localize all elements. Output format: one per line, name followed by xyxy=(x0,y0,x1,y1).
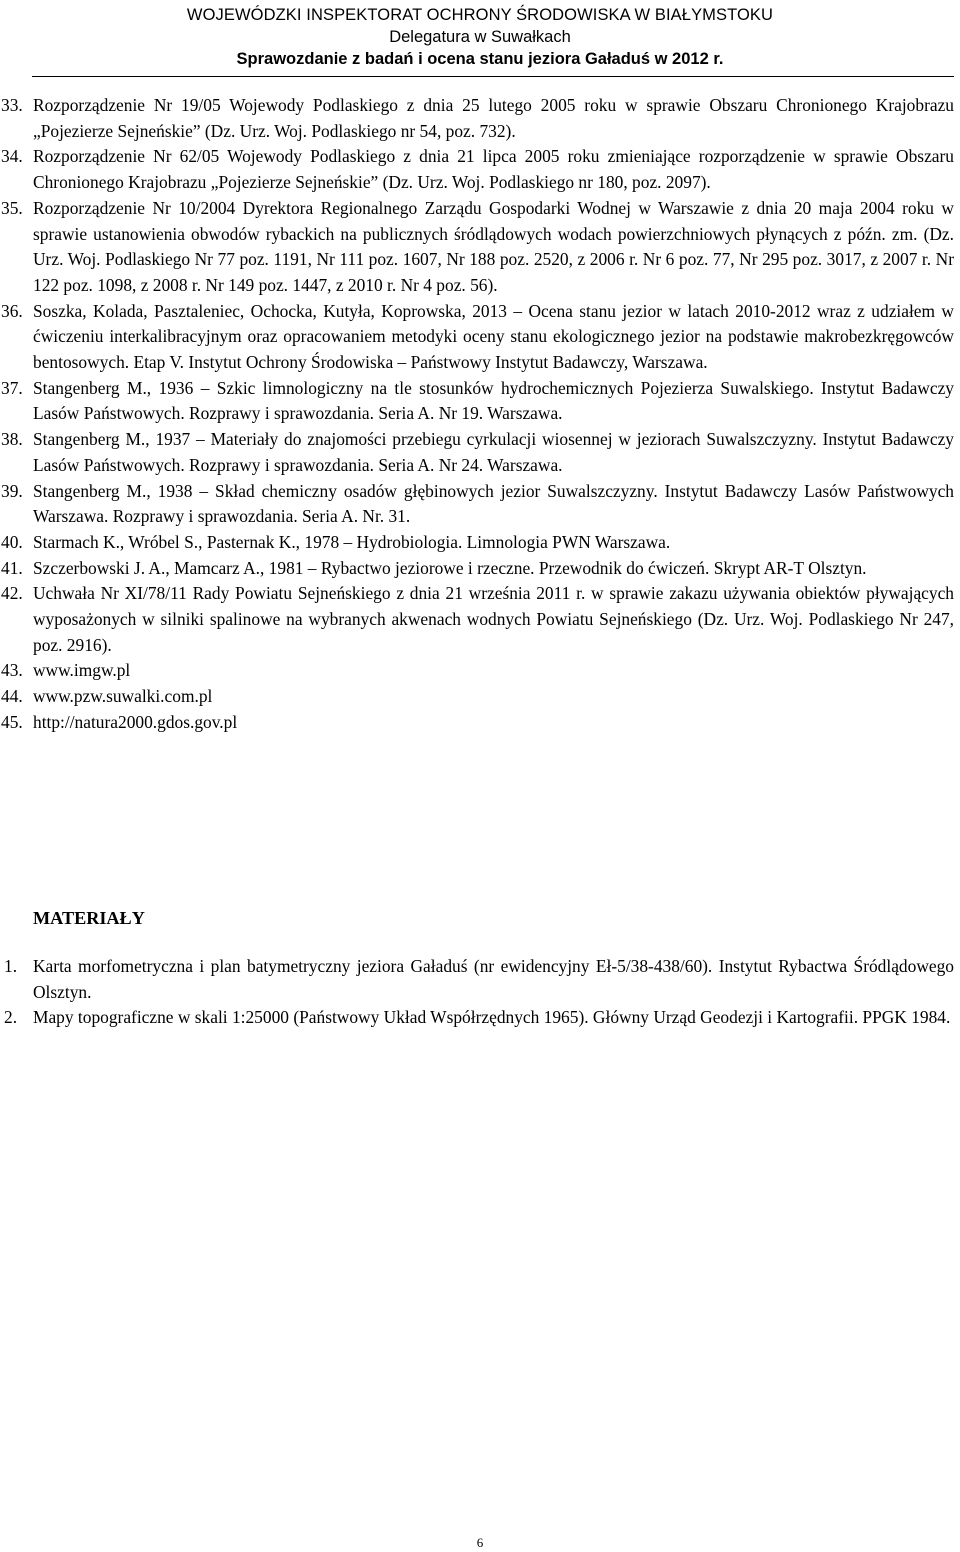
header-branch: Delegatura w Suwałkach xyxy=(389,28,571,46)
references-list xyxy=(0,93,960,736)
reference-item xyxy=(0,658,960,684)
material-text: Mapy topograficzne w skali 1:25000 (Państwowy Układ Współrzędnych 1965). Główny Urząd Geodezji i Kartografii. PPGK 1984. xyxy=(33,1007,951,1028)
reference-text: Stangenberg M., 1936 – Szkic limnologiczny na tle stosunków hydrochemicznych Pojezierza Suwalskiego. Instytut Badawczy Lasów Państwowych. Rozprawy i sprawozdania. Seria A. Nr 19. Warszawa. xyxy=(33,377,954,424)
reference-text: Rozporządzenie Nr 10/2004 Dyrektora Regionalnego Zarządu Gospodarki Wodnej w Warszawie z dnia 20 maja 2004 roku w sprawie ustanowienia obwodów rybackich na publicznych śródlądowych wodach powierzchniowych płynących z późn. zm. (Dz. Urz. Woj. Podlaskiego Nr 77 poz. 1191, Nr 111 poz. 1607, Nr 188 poz. 2520, z 2006 r. Nr 6 poz. 77, Nr 295 poz. 3017, z 2007 r. Nr 122 poz. 1098, z 2008 r. Nr 149 poz. 1447, z 2010 r. Nr 4 poz. 56). xyxy=(33,197,954,295)
reference-text: Szczerbowski J. A., Mamcarz A., 1981 – Rybactwo jeziorowe i rzeczne. Przewodnik do ćwiczeń. Skrypt AR-T Olsztyn. xyxy=(33,557,867,578)
reference-item xyxy=(0,556,960,582)
reference-item xyxy=(0,376,960,427)
reference-number: 36. xyxy=(1,300,23,321)
reference-item xyxy=(0,479,960,530)
header-report-title: Sprawozdanie z badań i ocena stanu jeziora Gaładuś w 2012 r. xyxy=(236,50,724,68)
reference-item xyxy=(0,684,960,710)
material-text: Karta morfometryczna i plan batymetryczny jeziora Gaładuś (nr ewidencyjny Eł-5/38-438/60). Instytut Rybactwa Śródlądowego Olsztyn. xyxy=(33,956,954,1002)
reference-item xyxy=(0,427,960,478)
reference-text: Stangenberg M., 1938 – Skład chemiczny osadów głębinowych jezior Suwalszczyzny. Instytut Badawczy Lasów Państwowych Warszawa. Rozprawy i sprawozdania. Seria A. Nr. 31. xyxy=(33,480,954,527)
reference-text: Starmach K., Wróbel S., Pasternak K., 1978 – Hydrobiologia. Limnologia PWN Warszawa. xyxy=(33,531,671,552)
reference-item xyxy=(0,710,960,736)
reference-number: 38. xyxy=(1,429,23,450)
reference-number: 34. xyxy=(1,146,23,167)
header-divider xyxy=(32,76,954,77)
material-item xyxy=(0,954,960,1005)
reference-link: www.pzw.suwalki.com.pl xyxy=(33,686,213,707)
materials-list xyxy=(0,954,960,1031)
header-institution: WOJEWÓDZKI INSPEKTORAT OCHRONY ŚRODOWISKA W BIAŁYMSTOKU xyxy=(186,6,774,24)
reference-number: 43. xyxy=(1,660,23,681)
material-number: 2. xyxy=(4,1007,18,1028)
reference-item xyxy=(0,196,960,299)
reference-number: 39. xyxy=(1,480,23,501)
reference-number: 42. xyxy=(1,583,23,604)
materials-heading: MATERIAŁY xyxy=(33,908,145,928)
material-item xyxy=(0,1005,960,1031)
material-number: 1. xyxy=(4,956,18,976)
reference-item xyxy=(0,530,960,556)
reference-text: Uchwała Nr XI/78/11 Rady Powiatu Sejneńskiego z dnia 21 września 2011 r. w sprawie zakazu używania obiektów pływających wyposażonych w silniki spalinowe na wybranych akwenach wodnych Powiatu Sejneńskiego (Dz. Urz. Woj. Podlaskiego Nr 247, poz. 2916). xyxy=(33,583,954,655)
reference-item xyxy=(0,93,960,144)
reference-item xyxy=(0,581,960,658)
reference-link: http://natura2000.gdos.gov.pl xyxy=(33,711,238,732)
reference-number: 37. xyxy=(1,377,23,398)
reference-number: 33. xyxy=(1,95,23,115)
reference-text: Rozporządzenie Nr 19/05 Wojewody Podlaskiego z dnia 25 lutego 2005 roku w sprawie Obszaru Chronionego Krajobrazu „Pojezierze Sejneńskie” (Dz. Urz. Woj. Podlaskiego nr 54, poz. 732). xyxy=(33,95,954,141)
reference-number: 45. xyxy=(1,711,23,732)
reference-link: www.imgw.pl xyxy=(33,660,131,681)
page-number: 6 xyxy=(476,1535,484,1550)
reference-number: 41. xyxy=(1,557,23,578)
reference-text: Soszka, Kolada, Pasztaleniec, Ochocka, Kutyła, Koprowska, 2013 – Ocena stanu jezior w latach 2010-2012 wraz z udziałem w ćwiczeniu interkalibracyjnym oraz opracowaniem metodyki oceny stanu ekologicznego jezior na podstawie makrobezkręgowców bentosowych. Etap V. Instytut Ochrony Środowiska – Państwowy Instytut Badawczy, Warszawa. xyxy=(33,300,954,373)
reference-text: Stangenberg M., 1937 – Materiały do znajomości przebiegu cyrkulacji wiosennej w jeziorach Suwalszczyzny. Instytut Badawczy Lasów Państwowych. Rozprawy i sprawozdania. Seria A. Nr 24. Warszawa. xyxy=(33,429,954,475)
reference-item xyxy=(0,299,960,376)
page-header xyxy=(0,4,960,70)
reference-text: Rozporządzenie Nr 62/05 Wojewody Podlaskiego z dnia 21 lipca 2005 roku zmieniające rozporządzenie w sprawie Obszaru Chronionego Krajobrazu „Pojezierze Sejneńskie” (Dz. Urz. Woj. Podlaskiego nr 180, poz. 2097). xyxy=(33,146,954,193)
reference-item xyxy=(0,144,960,195)
reference-number: 44. xyxy=(1,686,23,707)
reference-number: 40. xyxy=(1,531,23,552)
reference-number: 35. xyxy=(1,197,23,218)
